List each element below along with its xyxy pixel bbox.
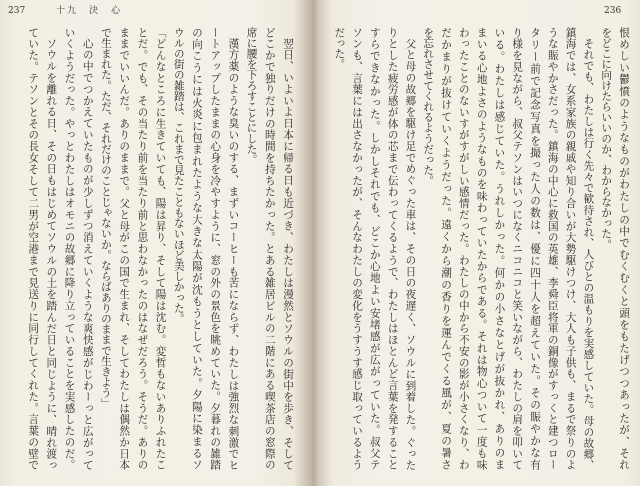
text-column: 鎮海では、女系家族の親戚や知り合いが大勢駆けつけ、大人も子供も、まるで祭りのよ xyxy=(564,27,577,470)
text-column: 翌日、いよいよ日本に帰る日も近づき、わたしは漫然とソウルの街中を歩き、そして xyxy=(282,37,294,470)
running-head: 十九 決 心 xyxy=(56,6,123,16)
text-column: タリー前で記念写真を撮った人の数は、優に四十人を超えていた。その賑やかな有 xyxy=(529,27,542,470)
text-column: それでも、わたしは行く先々で歓待され、人びとの温もりを実感していた。母の故郷、 xyxy=(582,37,595,470)
text-column: わったことのないすがすがしい感情だった。わたしの中から不安の影が小さくなり、わ xyxy=(457,27,470,470)
text-column: とだ。でも、その当たり前を当たり前と思わなかったのはなぜだろう。そうだ。ありの xyxy=(136,27,149,470)
text-column: すらできなかった。しかしそれでも、どこか心地よい安堵感が広がっていた。叔父テ xyxy=(368,27,381,470)
text-column: ソウルを離れる日、その日もはじめてソウルの土を踏んだ日と同じように、晴れ渡っ xyxy=(45,37,58,470)
text-column: 席に腰を下ろすことにした。 xyxy=(245,27,258,165)
text-column: ートアップしたままの心身を冷やすように、窓の外の景色を眺めていた。夕暮れの雑踏 xyxy=(209,27,222,470)
text-column: どこかで独りだけの時間を持ちたかった。とある雑居ビルの二階にある喫茶店の窓際の xyxy=(263,27,276,470)
text-column: ていた。テソンとその長女そして二男が空港まで見送りに同行してくれた。言葉の壁で xyxy=(27,27,40,470)
text-column: 心の中でつかえていたものが少しずつ消えていくような爽快感がじわーっと広がって xyxy=(81,37,94,470)
text-column: 恨めしい鬱憤のようなものがわたしの中でむくむくと頭をもたげつつあったが、それ xyxy=(618,27,630,470)
text-column: ソンも、言葉には出さなかったが、そんなわたしの変化をうすうす感じ取っているよう xyxy=(351,27,364,470)
text-column: ウルの街の雑踏は、これまで見たこともないほど美しかった。 xyxy=(172,27,185,324)
page-gutter xyxy=(296,0,330,486)
text-column: の向こうには火炎に包まれたような大きな太陽が沈もうとしていた。夕陽に染まるソ xyxy=(190,27,203,470)
left-page-body xyxy=(24,27,297,470)
text-column: り様を見ながら、叔父テソンはいつになくニコニコと笑いながら、わたしの肩を叩いて xyxy=(511,27,524,470)
text-column: まいる心地よさのようなものを味わっていたからである。それは物心ついて一度も味 xyxy=(475,27,488,470)
text-column: りとした疲労感が体の芯まで伝わってくるようで、わたしはほとんど言葉を発すること xyxy=(386,27,399,470)
text-column: だった。 xyxy=(333,27,346,70)
left-page-number: 237 xyxy=(8,6,26,16)
text-column: うな賑やかさだった。鎮海の中心に救国の英雄、李舜臣将軍の銅像がすっくと建つロー xyxy=(546,27,559,470)
text-column: いる。わたしは感じていた。うれしかった。何かの小さなとげが抜かれ、ありのま xyxy=(493,27,506,470)
text-column: だかまりが抜けていくようだった。遠くから潮の香りを運んでくる風が、夏の暑さ xyxy=(440,27,453,470)
right-page-number: 236 xyxy=(604,6,622,16)
text-column: で生まれた。ただ、それだけのことじゃないか。ならばありのままで生きよう」 xyxy=(99,27,112,409)
text-column: 父と母の故郷を駆け足でめぐった車は、その日の夜遅く、ソウルに到着した。ぐった xyxy=(404,37,417,470)
right-page-body xyxy=(329,27,632,470)
text-column: をどこに向けたらいいのか、わからなかった。 xyxy=(600,27,613,250)
text-column: 漢方薬のような臭いのする、まずいコーヒーも苦にならず、わたしは強烈な刺激でヒ xyxy=(227,37,240,470)
text-column: いくようだった。やっとわたしはオモニの故郷に降り立っていることを実感したのだ。 xyxy=(63,27,76,470)
text-column: を忘れさせてくれるようだった。 xyxy=(422,27,435,186)
text-column: 「どんなところに生きていても、陽は昇り、そして陽は沈む。変哲もないありふれたこ xyxy=(154,27,167,470)
text-column: ままでいいんだ。ありのままで。父と母がこの国で生まれ、そしてわたしは偶然か日本 xyxy=(118,27,131,470)
